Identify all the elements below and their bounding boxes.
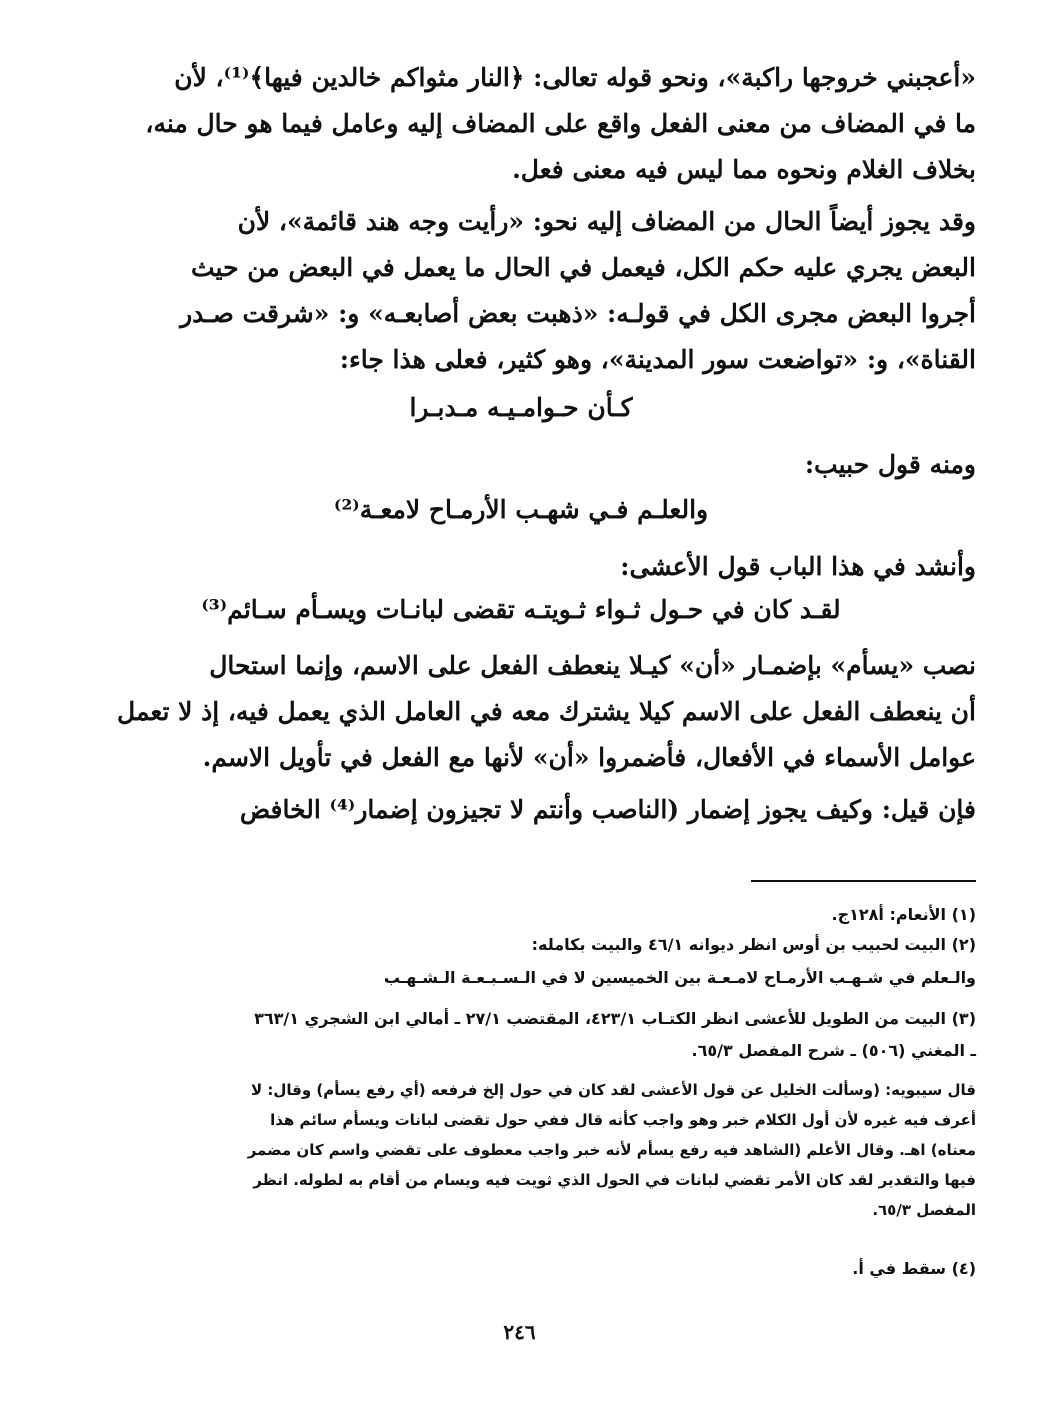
body-line: «أعجبني خروجها راكبة»، ونحو قوله تعالى: ﴿النار مثواكم خالدين فيها﴾⁽¹⁾، لأن — [174, 63, 976, 92]
footnote: ـ المغني (٥٠٦) ـ شرح المفصل ٦٥/٣. — [691, 1041, 976, 1060]
footnote-quote: قال سيبويه: (وسألت الخليل عن قول الأعشى لقد كان في حول إلخ فرفعه (أي رفع يسأم) وقال: لا — [250, 1081, 976, 1099]
body-line: أجروا البعض مجرى الكل في قولـه: «ذهبت بعض أصابعـه» و: «شرقت صـدر — [180, 299, 976, 328]
body-line: البعض يجري عليه حكم الكل، فيعمل في الحال ما يعمل في البعض من حيث — [191, 253, 976, 282]
body-line: وقد يجوز أيضاً الحال من المضاف إليه نحو: «رأيت وجه هند قائمة»، لأن — [237, 207, 976, 236]
body-line: بخلاف الغلام ونحوه مما ليس فيه معنى فعل. — [512, 155, 976, 184]
footnote: (٣) البيت من الطويل للأعشى انظر الكتـاب ٤٢٣/١، المقتضب ٢٧/١ ـ أمالي ابن الشجري ٣٦٣/١ — [254, 1009, 976, 1028]
verse-line: كـأن حـوامـيـه مـدبـرا — [409, 393, 633, 422]
footnote: (٤) سقط في أ. — [852, 1259, 976, 1278]
verse-line: لقـد كان في حـول ثـواء ثـويتـه تقضى لبانـات ويسـأم سـائم⁽³⁾ — [201, 595, 841, 624]
body-line: ومنه قول حبيب: — [804, 450, 976, 479]
footnote: (٢) البيت لحبيب بن أوس انظر ديوانه ٤٦/١ والبيت بكامله: — [531, 935, 976, 954]
body-line: نصب «يسأم» بإضمـار «أن» كيـلا ينعطف الفعل على الاسم، وإنما استحال — [209, 651, 976, 680]
page-number: ٢٤٦ — [503, 1320, 536, 1344]
body-line: وأنشد في هذا الباب قول الأعشى: — [620, 552, 976, 581]
footnote-quote: فيها والتقدير لقد كان الأمر تقضي لبانات في الحول الذي ثويت فيه ويسام من أقام به لطوله. انظر — [253, 1171, 976, 1189]
footnote-verse: والـعلم في شـهـب الأرمـاح لامـعـة بين الخميسين لا في الـسـبـعـة الـشـهـب — [383, 968, 976, 987]
verse-line: والعلـم فـي شهـب الأرمـاح لامعـة⁽²⁾ — [333, 495, 709, 524]
body-line: أن ينعطف الفعل على الاسم كيلا يشترك معه في العامل الذي يعمل فيه، إذ لا تعمل — [117, 697, 976, 726]
body-line: عوامل الأسماء في الأفعال، فأضمروا «أن» لأنها مع الفعل في تأويل الاسم. — [202, 743, 976, 772]
footnote-quote: معناه) اهـ. وقال الأعلم (الشاهد فيه رفع يسأم لأنه خبر واجب معطوف على تقضي واسم كان مضمر — [247, 1141, 976, 1159]
body-line: فإن قيل: وكيف يجوز إضمار (الناصب وأنتم لا تجيزون إضمار⁽⁴⁾ الخافض — [239, 795, 976, 824]
footnote-quote: المفصل ٦٥/٣. — [872, 1201, 976, 1219]
footnote: (١) الأنعام: أ١٢٨ج. — [831, 905, 976, 924]
body-line: القناة»، و: «تواضعت سور المدينة»، وهو كثير، فعلى هذا جاء: — [339, 345, 976, 374]
footnote-separator — [751, 880, 976, 882]
body-line: ما في المضاف من معنى الفعل واقع على المضاف إليه وعامل فيما هو حال منه، — [145, 109, 976, 138]
footnote-quote: أعرف فيه غيره لأن أول الكلام خبر وهو واجب كأنه قال ففي حول تقضى لبانات ويسأم سائم هذا — [270, 1111, 976, 1129]
